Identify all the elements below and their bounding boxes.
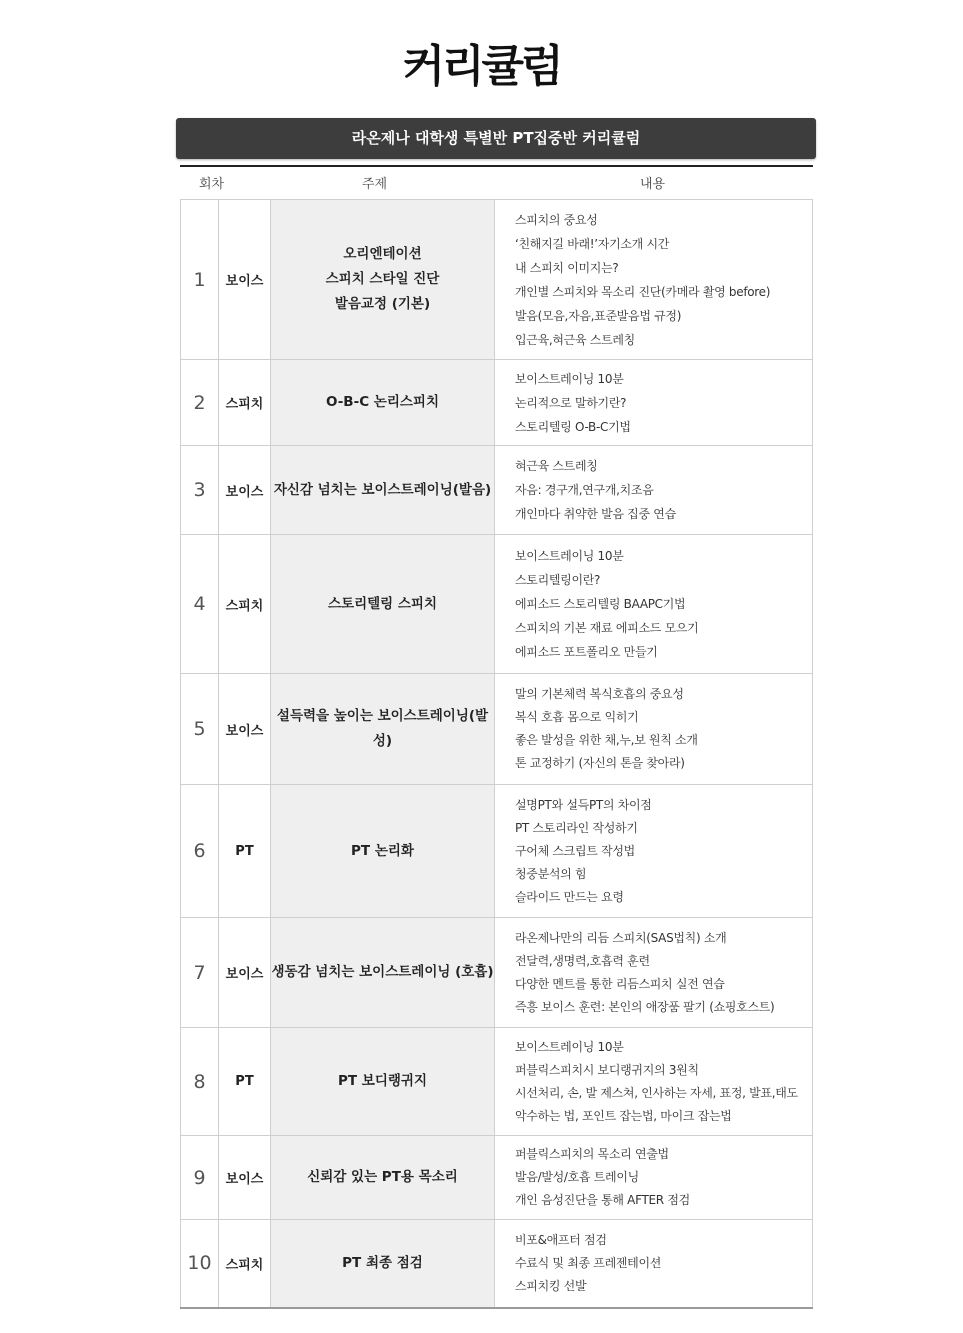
content-line: 복식 호흡 몸으로 익히기 [515,710,639,724]
content-line: 퍼블릭스피치의 목소리 연출법 [515,1147,669,1161]
content-line: 구어체 스크립트 작성법 [515,843,635,858]
session-topic [271,1220,495,1308]
topic-line: 오리엔테이션 [343,246,422,262]
content-line: 스토리텔링 O-B-C기법 [515,419,631,434]
session-content [495,1220,813,1308]
session-category: 보이스 [219,446,271,535]
table-row [181,535,813,674]
content-line: 보이스트레이닝 10분 [515,549,624,563]
topic-line: PT 최종 점검 [342,1254,423,1271]
content-line: 스피치킹 선발 [515,1278,587,1293]
session-number: 1 [181,200,219,360]
session-topic [271,535,495,674]
content-line: 다양한 멘트를 통한 리듬스피치 실전 연습 [515,976,725,991]
session-topic [271,200,495,360]
session-number: 9 [181,1136,219,1220]
table-row [181,360,813,446]
table-row [181,918,813,1028]
session-content [495,535,813,674]
topic-line: 설득력을 높이는 보이스트레이닝(발성) [276,708,489,749]
session-number: 4 [181,535,219,674]
topic-line: 스토리텔링 스피치 [327,595,438,612]
session-number: 3 [181,446,219,535]
content-line: 톤 교정하기 (자신의 톤을 찾아라) [515,756,685,770]
session-category: 보이스 [219,674,271,785]
topic-line: 스피치 스타일 진단 [325,271,440,287]
content-line: 발음/발성/호흡 트레이닝 [515,1170,639,1184]
table-row [181,674,813,785]
content-line: 개인별 스피치와 목소리 진단(카메라 촬영 before) [515,284,771,299]
content-line: 논리적으로 말하기란? [515,395,627,410]
content-line: 개인마다 취약한 발음 집중 연습 [515,507,676,521]
session-number: 8 [181,1028,219,1136]
session-category: 보이스 [219,1136,271,1220]
content-line: 청중분석의 힘 [515,866,587,881]
content-line: ‘친해지길 바래!’자기소개 시간 [515,236,670,251]
session-topic [271,360,495,446]
content-line: 시선처리, 손, 발 제스쳐, 인사하는 자세, 표정, 발표,태도 [515,1085,798,1100]
column-header-session: 회차 [199,177,225,192]
topic-line: PT 논리화 [351,842,414,859]
column-header-topic: 주제 [362,177,388,192]
table-row [181,1028,813,1136]
session-category: PT [219,1028,271,1136]
column-header-content: 내용 [640,177,666,192]
session-content [495,785,813,918]
content-line: 라온제나만의 리듬 스피치(SAS법칙) 소개 [515,930,727,945]
session-content [495,360,813,446]
session-number: 6 [181,785,219,918]
content-line: 내 스피치 이미지는? [515,260,619,275]
session-content [495,200,813,360]
session-category: 스피치 [219,1220,271,1308]
content-line: 설명PT와 설득PT의 차이점 [515,797,652,812]
session-number: 10 [181,1220,219,1308]
session-topic [271,1028,495,1136]
table-row [181,1136,813,1220]
topic-line: O-B-C 논리스피치 [325,394,440,410]
content-line: 보이스트레이닝 10분 [515,1039,624,1054]
content-line: 개인 음성진단을 통해 AFTER 점검 [515,1193,690,1207]
content-line: 말의 기본체력 복식호흡의 중요성 [515,687,684,701]
curriculum-banner: 라온제나 대학생 특별반 PT집중반 커리큘럼 [176,118,816,159]
session-category: 보이스 [219,200,271,360]
content-line: 스피치의 기본 재료 에피소드 모으기 [515,621,699,635]
header-rule [180,165,813,167]
content-line: 발음(모음,자음,표준발음법 규정) [515,308,682,323]
session-topic [271,1136,495,1220]
content-line: 수료식 및 최종 프레젠테이션 [515,1255,662,1270]
table-row [181,785,813,918]
content-line: 비포&애프터 점검 [515,1232,607,1247]
content-line: 에피소드 스토리텔링 BAAPC기법 [515,597,686,611]
table-row [181,446,813,535]
content-line: 악수하는 법, 포인트 잡는법, 마이크 잡는법 [515,1108,732,1123]
content-line: 전달력,생명력,호흡력 훈련 [515,953,650,968]
content-line: PT 스토리라인 작성하기 [515,820,638,835]
session-number: 5 [181,674,219,785]
content-line: 에피소드 포트폴리오 만들기 [515,645,658,659]
topic-line: 생동감 넘치는 보이스트레이닝 (호흡) [271,964,494,980]
session-content [495,918,813,1028]
table-row [181,200,813,360]
table-row [181,1220,813,1308]
content-line: 스피치의 중요성 [515,212,598,227]
session-category: 스피치 [219,360,271,446]
session-category: 보이스 [219,918,271,1028]
topic-line: PT 보디랭귀지 [337,1073,427,1089]
content-line: 스토리텔링이란? [515,573,601,587]
content-line: 혀근육 스트레칭 [515,459,598,473]
content-line: 보이스트레이닝 10분 [515,371,624,386]
content-line: 슬라이드 만드는 요령 [515,889,624,904]
session-topic [271,918,495,1028]
topic-line: 자신감 넘치는 보이스트레이닝(발음) [273,481,492,498]
topic-line: 신뢰감 있는 PT용 목소리 [307,1169,458,1185]
session-topic [271,446,495,535]
topic-line: 발음교정 (기본) [334,296,431,312]
curriculum-table [180,199,813,1309]
session-number: 7 [181,918,219,1028]
session-content [495,446,813,535]
content-line: 즉흥 보이스 훈련: 본인의 애장품 팔기 (쇼핑호스트) [515,999,775,1014]
session-topic [271,785,495,918]
page-title: 커리큘럼 [402,41,561,92]
content-line: 퍼블릭스피치시 보디랭귀지의 3원칙 [515,1062,699,1077]
session-content [495,1136,813,1220]
content-line: 좋은 발성을 위한 채,누,보 원칙 소개 [515,733,698,747]
session-category: 스피치 [219,535,271,674]
session-content [495,674,813,785]
session-number: 2 [181,360,219,446]
content-line: 입근육,혀근육 스트레칭 [515,332,635,347]
session-category: PT [219,785,271,918]
content-line: 자음: 경구개,연구개,치조음 [515,483,654,497]
session-content [495,1028,813,1136]
session-topic [271,674,495,785]
